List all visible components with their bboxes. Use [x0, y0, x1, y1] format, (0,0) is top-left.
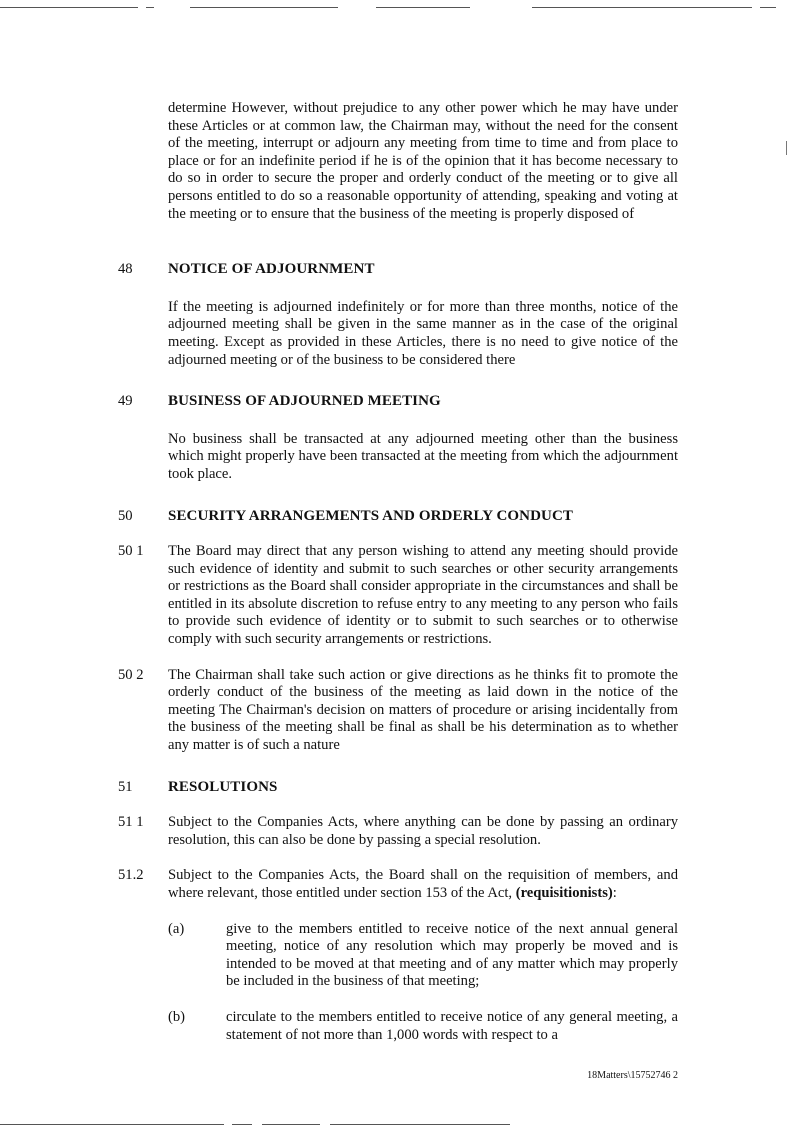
header-rule-left-dash — [146, 7, 154, 8]
section-51 — [118, 779, 678, 797]
section-number: 49 — [118, 393, 133, 410]
header-rule-right — [532, 7, 752, 8]
subclause-letter: (b) — [168, 1008, 186, 1025]
clause-number: 50 1 — [118, 543, 144, 560]
clause-text: Subject to the Companies Acts, where anything can be done by passing an ordinary resolution, this can also be done by passing a special resolution. — [168, 814, 678, 848]
margin-mark — [786, 141, 787, 155]
section-heading: BUSINESS OF ADJOURNED MEETING — [168, 393, 441, 410]
section-heading: SECURITY ARRANGEMENTS AND ORDERLY CONDUCT — [168, 507, 573, 524]
section-number: 50 — [118, 507, 133, 524]
clause-text: The Board may direct that any person wishing to attend any meeting should provide such evidence of identity and submit to such searches or other security arrangements or restrictions as the Board shall consider appropriate in the circumstances and shall be entitled in its absolute discretion to refuse entry to any meeting to any person who fails to provide such evidence of identity or to submit to such searches or to otherwise comply with such security arrangements or restrictions. — [168, 543, 678, 648]
document-reference: 18Matters\15752746 2 — [587, 1070, 678, 1081]
subclause-text: give to the members entitled to receive notice of the next annual general meeting, notice of any resolution which may properly be moved and is intended to be moved at that meeting and of any matter which may properly be included in the business of that meeting; — [226, 920, 678, 990]
clause-number: 51 1 — [118, 814, 144, 831]
section-50 — [118, 508, 678, 526]
clause-number: 51.2 — [118, 867, 144, 884]
subclause-letter: (a) — [168, 920, 185, 937]
subclause-text: circulate to the members entitled to receive notice of any general meeting, a statement of not more than 1,000 words with respect to a — [226, 1008, 678, 1043]
clause-51-1 — [118, 814, 678, 849]
clause-colon: : — [612, 885, 617, 901]
footer-rule-right — [330, 1124, 510, 1125]
subclause-a — [168, 921, 678, 991]
header-rule-right-dash — [760, 7, 776, 8]
section-number: 48 — [118, 261, 133, 278]
defined-term: (requisitionists) — [515, 885, 613, 901]
clause-text-main: Subject to the Companies Acts, the Board shall on the requisition of members, and where relevant, those entitled under section 153 of the Act, — [168, 867, 678, 901]
header-rule-mid — [190, 7, 338, 8]
clause-text: The Chairman shall take such action or give directions as he thinks fit to promote the orderly conduct of the business of the meeting as laid down in the notice of the meeting The Chairman's decision on matters of procedure or arising incidentally from the business of the meeting shall be final as shall be his determination as to whether any matter is of such a nature — [168, 666, 678, 754]
clause-51-2 — [118, 867, 678, 902]
footer-rule-left — [0, 1124, 224, 1125]
intro-paragraph: determine However, without prejudice to any other power which he may have under these Articles or at common law, the Chairman may, without the need for the consent of the meeting, interrupt or adjourn any meeting from time to time and from place to place or for an indefinite period if he is of the opinion that it has become necessary to do so in order to secure the proper and orderly conduct of the meeting or to give all persons entitled to do so a reasonable opportunity of attending, speaking and voting at the meeting or to ensure that the business of the meeting is properly disposed of — [168, 100, 678, 222]
section-number: 51 — [118, 778, 133, 795]
document-page — [118, 100, 678, 1044]
clause-50-2 — [118, 667, 678, 755]
section-48 — [118, 261, 678, 279]
section-49-text: No business shall be transacted at any adjourned meeting other than the business which might properly have been transacted at the meeting from which the adjournment took place. — [168, 430, 678, 482]
clause-text — [168, 867, 678, 902]
footer-rule-dash-2 — [262, 1124, 320, 1125]
section-48-text: If the meeting is adjourned indefinitely or for more than three months, notice of the adjourned meeting shall be given in the same manner as in the case of the original meeting. Except as provided in these Articles, there is no need to give notice of the adjourned meeting or of the business to be considered there — [168, 298, 678, 368]
header-rule-center — [376, 7, 470, 8]
clause-50-1 — [118, 543, 678, 649]
header-rule-left — [0, 7, 138, 8]
section-heading: RESOLUTIONS — [168, 778, 278, 795]
footer-rule-dash-1 — [232, 1124, 252, 1125]
section-49 — [118, 393, 678, 411]
section-heading: NOTICE OF ADJOURNMENT — [168, 261, 375, 278]
clause-number: 50 2 — [118, 666, 144, 683]
subclause-b — [168, 1009, 678, 1044]
